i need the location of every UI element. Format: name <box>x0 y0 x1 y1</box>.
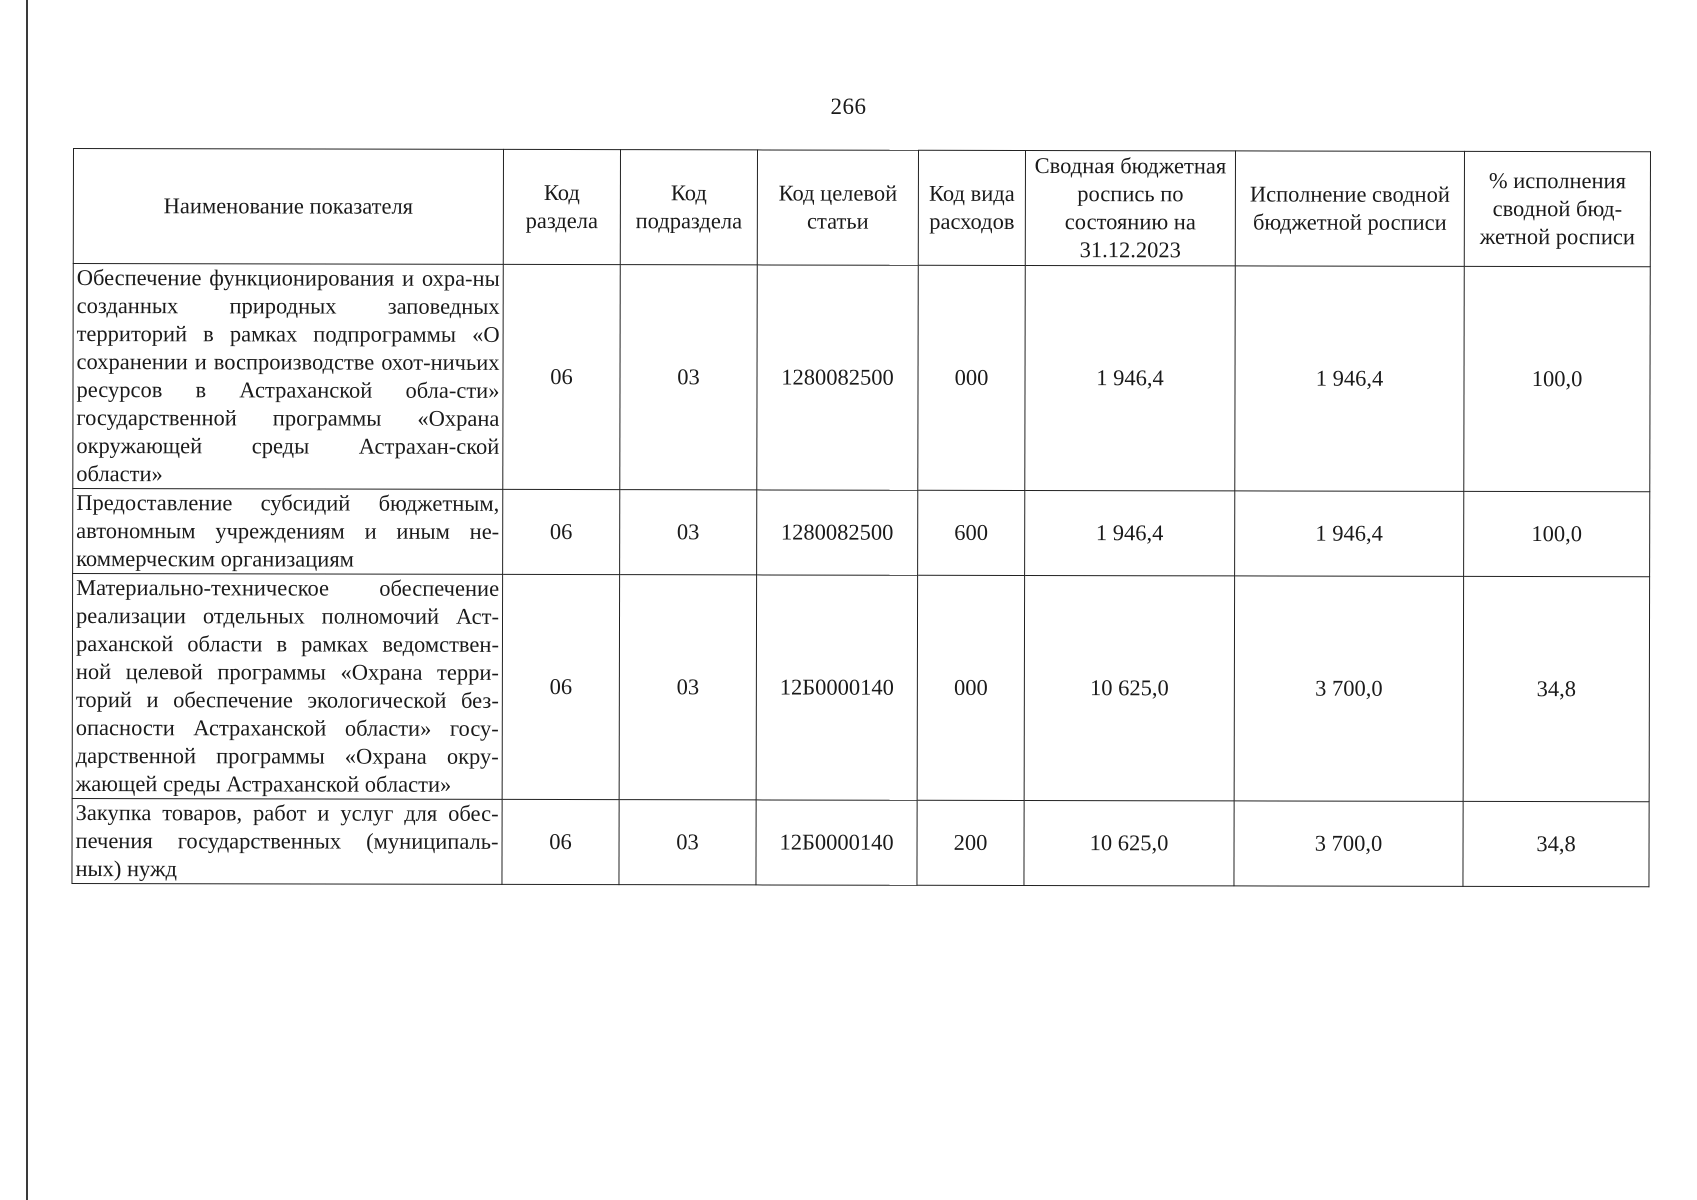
header-budget-plan: Сводная бюджетная роспись по состоянию на 31.12.2023 <box>1025 150 1235 265</box>
row-budget-plan: 10 625,0 <box>1024 800 1234 885</box>
row-execution-percent: 100,0 <box>1464 266 1650 491</box>
header-target-code: Код целевой статьи <box>757 150 918 265</box>
row-budget-execution: 1 946,4 <box>1235 266 1464 491</box>
row-budget-plan: 10 625,0 <box>1024 575 1234 800</box>
row-execution-percent: 100,0 <box>1464 491 1650 576</box>
header-budget-execution: Исполнение сводной бюджетной росписи <box>1235 151 1464 266</box>
row-budget-plan: 1 946,4 <box>1025 490 1235 575</box>
budget-execution-table <box>71 148 1651 887</box>
row-name: Предоставление субсидий бюджетным, автономным учреждениям и иным не-коммерческим организациям <box>73 489 503 575</box>
row-target-code: 1280082500 <box>757 490 918 575</box>
table-row <box>72 798 1649 886</box>
table-row <box>73 264 1650 492</box>
row-budget-execution: 3 700,0 <box>1234 576 1463 801</box>
row-name: Материально-техническое обеспечение реализации отдельных полномочий Аст-раханской области в рамках ведомствен-ной целевой программы «Охрана терри-торий и обеспечение экологической без-опасности Астраханской области» госу-дарственной программы «Охрана окру-жающей среды Астраханской области» <box>72 574 502 800</box>
row-expense-type-code: 600 <box>918 490 1025 575</box>
row-section-code: 06 <box>502 574 619 799</box>
row-target-code: 12Б0000140 <box>756 575 917 800</box>
row-target-code: 12Б0000140 <box>756 800 917 885</box>
table-header-row <box>73 149 1650 267</box>
row-budget-execution: 3 700,0 <box>1234 801 1463 886</box>
header-subsection-code: Код подраздела <box>620 150 757 265</box>
row-expense-type-code: 000 <box>917 575 1024 800</box>
table-row <box>72 574 1649 802</box>
row-execution-percent: 34,8 <box>1463 801 1649 886</box>
table-row <box>73 489 1650 577</box>
header-expense-type-code: Код вида расходов <box>918 150 1025 265</box>
header-name: Наименование показателя <box>73 149 503 265</box>
row-target-code: 1280082500 <box>757 265 918 490</box>
row-section-code: 06 <box>503 264 620 489</box>
row-section-code: 06 <box>502 799 619 884</box>
page-number: 266 <box>830 94 867 119</box>
row-execution-percent: 34,8 <box>1463 576 1649 801</box>
row-expense-type-code: 200 <box>917 800 1024 885</box>
header-section-code: Код раздела <box>503 149 620 264</box>
row-section-code: 06 <box>503 489 620 574</box>
row-budget-execution: 1 946,4 <box>1235 491 1464 576</box>
row-subsection-code: 03 <box>620 490 757 575</box>
row-budget-plan: 1 946,4 <box>1025 265 1235 490</box>
header-execution-percent: % исполнения сводной бюд-жетной росписи <box>1464 151 1650 266</box>
row-subsection-code: 03 <box>619 575 756 800</box>
row-name: Обеспечение функционирования и охра-ны созданных природных заповедных территорий в рамках подпрограммы «О сохранении и воспроизводстве охот-ничьих ресурсов в Астраханской обла-сти» государственной программы «Охрана окружающей среды Астрахан-ской области» <box>73 264 503 490</box>
row-name: Закупка товаров, работ и услуг для обес-печения государственных (муниципаль-ных) нужд <box>72 798 502 884</box>
scan-border-line <box>26 0 28 1200</box>
row-subsection-code: 03 <box>619 800 756 885</box>
row-expense-type-code: 000 <box>918 265 1025 490</box>
row-subsection-code: 03 <box>620 265 757 490</box>
